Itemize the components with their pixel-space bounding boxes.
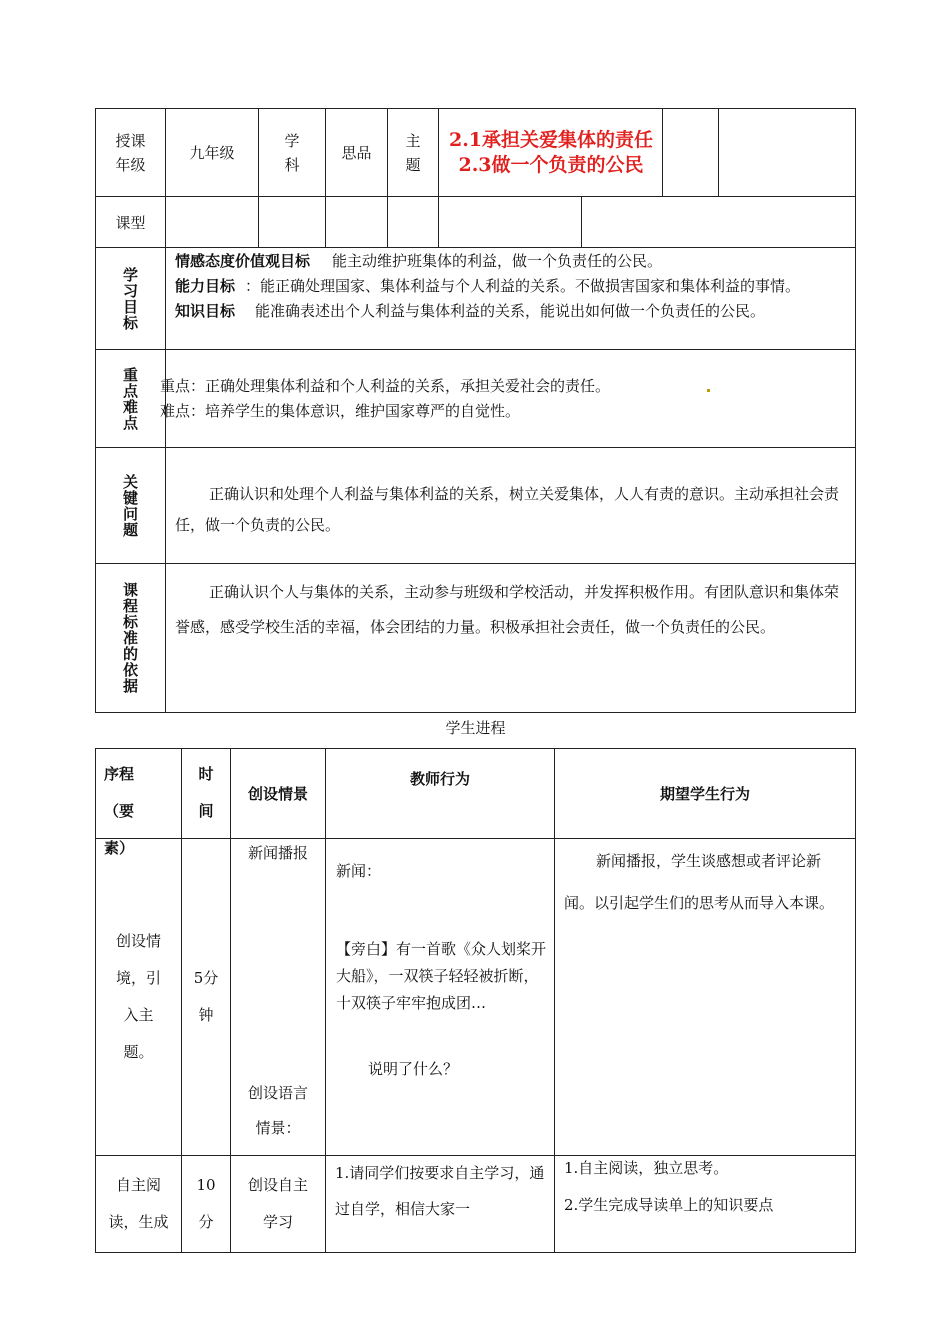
header-sequence: 序程（要素） [104, 765, 135, 857]
subject-value: 思品 [341, 144, 372, 162]
subject-label: 学科 [284, 131, 300, 174]
row1-teacher-narration: 【旁白】有一首歌《众人划桨开大船》，一双筷子轻轻被折断，十双筷子牢牢抱成团… [336, 940, 547, 1012]
row1-sequence: 创设情境，引入主题。 [115, 932, 161, 1061]
grade-label: 授课年级 [115, 131, 146, 174]
decorative-dot [707, 389, 710, 392]
knowledge-objective [175, 299, 851, 324]
row1-teacher-question: 说明了什么？ [368, 1060, 459, 1078]
difficulty-line [160, 399, 850, 424]
row2-student-1: 1.自主阅读，独立思考。 [564, 1159, 729, 1177]
key-point-text: 正确处理集体利益和个人利益的关系，承担关爱社会的责任。 [205, 377, 611, 395]
grade-value: 九年级 [189, 144, 235, 162]
section-title: 学生进程 [445, 718, 506, 737]
key-question-text: 正确认识和处理个人利益与集体利益的关系，树立关爱集体，人人有责的意识。主动承担社会责任，做一个负责的公民。 [175, 485, 840, 534]
ability-objective [175, 274, 851, 299]
emotion-label: 情感态度价值观目标 [175, 252, 311, 270]
row1-student: 新闻播报，学生谈感想或者评论新闻。以引起学生们的思考从而导入本课。 [564, 852, 835, 912]
row1-teacher-news: 新闻： [336, 862, 382, 880]
topic-label: 主题 [405, 131, 421, 174]
row2-scenario: 创设自主学习 [247, 1176, 308, 1231]
key-point-line [160, 374, 850, 399]
objectives-label: 学习目标 [121, 266, 139, 331]
header-student: 期望学生行为 [659, 785, 750, 803]
difficulty-prefix: 难点： [160, 402, 206, 420]
knowledge-label: 知识目标 [175, 302, 236, 320]
row2-sequence: 自主阅读，生成 [108, 1176, 169, 1231]
header-time: 时间 [198, 765, 214, 820]
row1-scenario-top: 新闻播报 [247, 844, 308, 862]
row1-scenario-bottom: 创设语言情景： [247, 1084, 308, 1137]
header-teacher: 教师行为 [409, 770, 470, 788]
row2-student-2: 2.学生完成导读单上的知识要点 [564, 1196, 774, 1214]
lesson-type-label: 课型 [115, 213, 146, 232]
row2-teacher: 1.请同学们按要求自主学习，通过自学，相信大家一 [335, 1164, 545, 1218]
key-points-label: 重点难点 [121, 366, 139, 431]
standard-label: 课程标准的依据 [121, 582, 139, 694]
ability-text: ：能正确处理国家、集体利益与个人利益的关系。不做损害国家和集体利益的事情。 [245, 277, 801, 295]
topic-value: 2.1承担关爱集体的责任2.3做一个负责的公民 [448, 129, 654, 176]
row2-time: 10分 [196, 1176, 216, 1231]
ability-label: 能力目标 [175, 277, 236, 295]
key-point-prefix: 重点： [160, 377, 206, 395]
standard-text: 正确认识个人与集体的关系，主动参与班级和学校活动，并发挥积极作用。有团队意识和集体荣誉感，感受学校生活的幸福，体会团结的力量。积极承担社会责任，做一个负责任的公民。 [175, 583, 840, 636]
header-scenario: 创设情景 [247, 785, 308, 803]
emotion-objective [175, 249, 851, 274]
difficulty-text: 培养学生的集体意识，维护国家尊严的自觉性。 [205, 402, 521, 420]
emotion-text: 能主动维护班集体的利益，做一个负责任的公民。 [332, 252, 663, 270]
knowledge-text: 能准确表述出个人利益与集体利益的关系，能说出如何做一个负责任的公民。 [255, 302, 766, 320]
row1-time: 5分钟 [193, 969, 219, 1024]
key-question-label: 关键问题 [121, 473, 139, 538]
